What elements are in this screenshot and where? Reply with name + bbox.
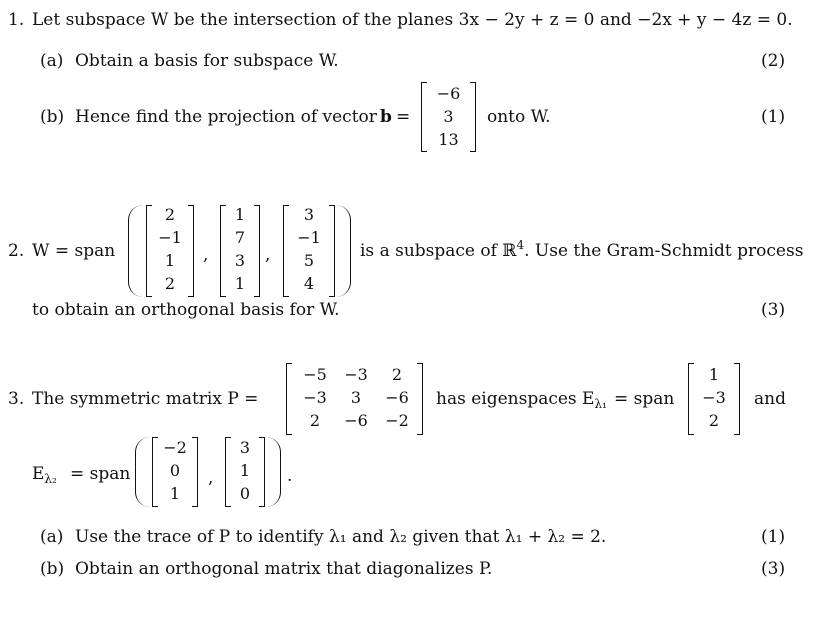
q3a-text: Use the trace of P to identify λ₁ and λ₂ given that λ₁ + λ₂ = 2. xyxy=(75,527,607,547)
q1b-text-post: onto W. xyxy=(487,107,551,127)
matrix-entry: 1 xyxy=(234,274,246,293)
matrix-entry: 3 xyxy=(234,251,246,270)
q3a-label: (a) xyxy=(40,527,64,547)
period: . xyxy=(287,466,293,486)
matrix-entry: 2 xyxy=(164,205,176,224)
matrix-entry: −1 xyxy=(297,228,321,247)
matrix-entry: 1 xyxy=(708,365,720,384)
matrix-entry: 3 xyxy=(239,438,251,457)
q3-eigenspace-text: has eigenspaces E xyxy=(436,389,595,409)
matrix-entry: 7 xyxy=(234,228,246,247)
q2-number: 2. xyxy=(8,241,25,261)
q3-stem-mid xyxy=(436,389,607,410)
q2-line2: to obtain an orthogonal basis for W. xyxy=(32,300,340,320)
q3b-marks: (3) xyxy=(761,559,786,579)
left-paren xyxy=(128,205,143,297)
q2-vector-1 xyxy=(146,205,194,297)
q1-number: 1. xyxy=(8,10,25,30)
matrix-entry: 5 xyxy=(303,251,315,270)
q1b-marks: (1) xyxy=(761,107,786,127)
q2-lhs: W = span xyxy=(32,241,116,261)
q2-text-post-tail: . Use the Gram-Schmidt process xyxy=(524,241,804,261)
matrix-entry: 0 xyxy=(169,461,181,480)
matrix-entry: 1 xyxy=(234,205,246,224)
e2-vector-2 xyxy=(225,437,265,507)
q3b-text: Obtain an orthogonal matrix that diagonalizes P. xyxy=(75,559,493,579)
matrix-entry: −3 xyxy=(344,365,368,384)
lambda2-subscript: λ₂ xyxy=(44,472,57,486)
matrix-entry: −2 xyxy=(163,438,187,457)
q3-and: and xyxy=(754,389,786,409)
q2-text-post-main: is a subspace of ℝ xyxy=(360,241,517,261)
matrix-entry: −1 xyxy=(158,228,182,247)
q3-e2-name xyxy=(32,464,57,485)
matrix-entry: 2 xyxy=(164,274,176,293)
matrix-entry: 13 xyxy=(438,130,459,149)
matrix-entry: 1 xyxy=(169,484,181,503)
q2-superscript: 4 xyxy=(516,238,525,252)
e1-vector xyxy=(688,363,740,435)
matrix-entry: 3 xyxy=(350,388,362,407)
q3-eq-span: = span xyxy=(614,389,675,409)
q3-e2-span: = span xyxy=(70,464,131,484)
q3-stem: The symmetric matrix P = xyxy=(32,389,259,409)
matrix-entry: −6 xyxy=(385,388,409,407)
matrix-entry: 1 xyxy=(239,461,251,480)
q3b-label: (b) xyxy=(40,559,65,579)
right-paren xyxy=(336,205,351,297)
comma: , xyxy=(265,245,271,265)
lambda1-subscript: λ₁ xyxy=(594,397,607,411)
right-paren xyxy=(266,437,281,507)
left-paren xyxy=(135,437,150,507)
matrix-entry: −6 xyxy=(436,84,461,103)
matrix-entry: 0 xyxy=(239,484,251,503)
matrix-entry: 4 xyxy=(303,274,315,293)
q1b-equals: = xyxy=(396,107,411,127)
q1a-marks: (2) xyxy=(761,51,786,71)
q1b-text: Hence find the projection of vector xyxy=(75,107,377,127)
matrix-P xyxy=(286,363,423,435)
q2-text-post xyxy=(360,238,804,262)
matrix-entry: 2 xyxy=(708,411,720,430)
q1-stem: Let subspace W be the intersection of the planes 3x − 2y + z = 0 and −2x + y − 4z = 0. xyxy=(32,10,793,30)
q1b-vector-name: b xyxy=(380,107,392,127)
e2-vector-1 xyxy=(152,437,198,507)
q2-vector-3 xyxy=(283,205,335,297)
q2-vector-2 xyxy=(220,205,260,297)
matrix-entry: 3 xyxy=(303,205,315,224)
matrix-entry: 3 xyxy=(443,107,454,126)
q1b-label: (b) xyxy=(40,107,65,127)
matrix-entry: 1 xyxy=(164,251,176,270)
matrix-entry: −2 xyxy=(385,411,409,430)
comma: , xyxy=(208,468,214,488)
matrix-entry: 2 xyxy=(391,365,403,384)
q2-marks: (3) xyxy=(761,300,786,320)
comma: , xyxy=(203,245,209,265)
e2-letter: E xyxy=(32,464,45,484)
q3-number: 3. xyxy=(8,389,25,409)
matrix-entry: 2 xyxy=(309,411,321,430)
matrix-entry: −6 xyxy=(344,411,368,430)
q3a-marks: (1) xyxy=(761,527,786,547)
q1a-text: Obtain a basis for subspace W. xyxy=(75,51,339,71)
matrix-entry: −3 xyxy=(303,388,327,407)
q1-vector-b xyxy=(421,82,476,152)
matrix-entry: −5 xyxy=(303,365,327,384)
matrix-entry: −3 xyxy=(702,388,726,407)
q1a-label: (a) xyxy=(40,51,64,71)
